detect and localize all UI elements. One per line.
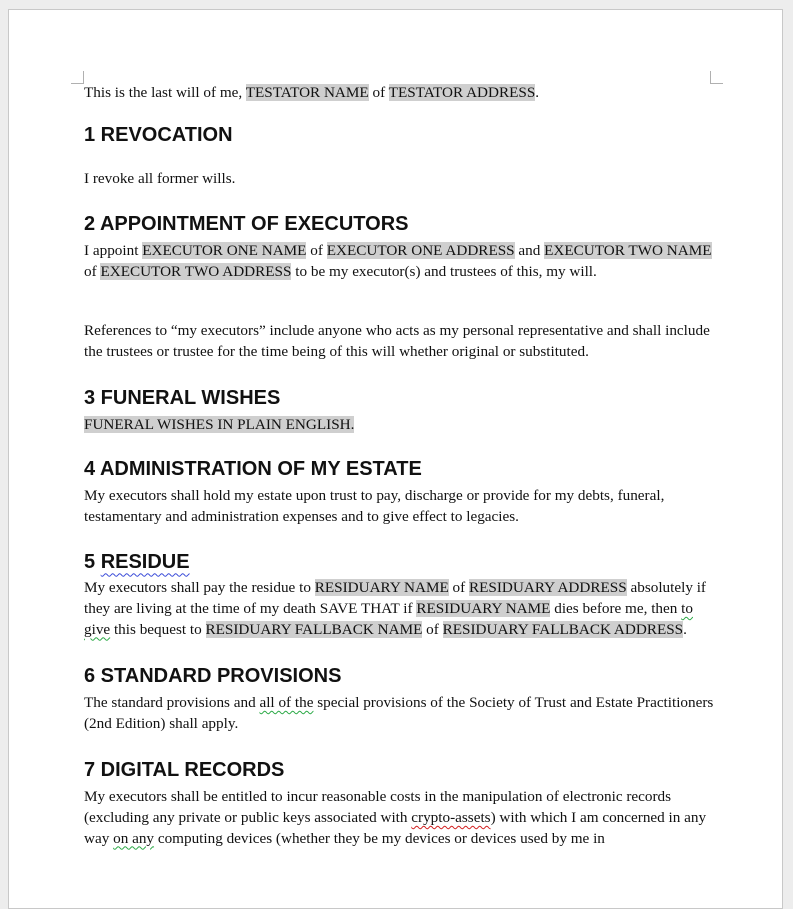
testator-name-field[interactable]: TESTATOR NAME xyxy=(245,84,369,101)
standard-text-2: special provisions of the Society of Trust and Estate Practitioners (2nd Edition) shall apply. xyxy=(84,694,714,732)
residue-of: of xyxy=(448,579,469,597)
residuary-name-field-2[interactable]: RESIDUARY NAME xyxy=(416,599,551,617)
administration-paragraph: My executors shall hold my estate upon trust to pay, discharge or provide for my debts, funeral, testamentary and administration expenses and to give effect to legacies. xyxy=(84,487,665,525)
intro-period: . xyxy=(535,84,540,101)
residue-word: RESIDUE xyxy=(100,551,190,574)
crypto-assets-spelling-flag: crypto-assets xyxy=(411,808,491,826)
heading-revocation: 1 REVOCATION xyxy=(84,123,233,146)
executors-paragraph xyxy=(84,241,714,282)
to-give-grammar-flag: to give xyxy=(84,599,693,638)
heading-residue xyxy=(84,550,714,574)
all-of-the-grammar-flag: all of the xyxy=(259,694,314,712)
margin-corner-top-left xyxy=(71,71,84,84)
residuary-fallback-address-field[interactable]: RESIDUARY FALLBACK ADDRESS xyxy=(442,620,684,638)
heading-funeral-wishes: 3 FUNERAL WISHES xyxy=(84,386,281,409)
executors-text-end: to be my executor(s) and trustees of this, my will. xyxy=(291,262,597,280)
heading-digital-records: 7 DIGITAL RECORDS xyxy=(84,759,285,782)
executor-one-address-field[interactable]: EXECUTOR ONE ADDRESS xyxy=(326,242,515,260)
funeral-wishes-paragraph xyxy=(84,415,714,436)
digital-text-2: ) with which I am concerned in any way xyxy=(84,808,707,847)
heading-standard-provisions: 6 STANDARD PROVISIONS xyxy=(84,665,342,688)
residuary-name-field[interactable]: RESIDUARY NAME xyxy=(314,579,449,597)
intro-of: of xyxy=(368,84,389,101)
document-body[interactable] xyxy=(84,82,714,849)
residue-text-1: My executors shall pay the residue to xyxy=(84,579,315,597)
executors-references-paragraph: References to “my executors” include anyone who acts as my personal representative and shall include the trustees or trustee for the time being of this will whether original or substituted. xyxy=(84,322,710,360)
executors-of-2: of xyxy=(84,262,101,280)
residue-period: . xyxy=(683,620,687,638)
residue-paragraph xyxy=(84,578,714,640)
executors-of: of xyxy=(306,242,327,260)
digital-records-paragraph xyxy=(84,787,714,849)
intro-text: This is the last will of me, xyxy=(84,84,246,101)
executors-text: I appoint xyxy=(84,242,143,260)
on-any-grammar-flag: on any xyxy=(113,829,155,847)
document-page xyxy=(8,9,783,909)
residuary-fallback-name-field[interactable]: RESIDUARY FALLBACK NAME xyxy=(205,620,423,638)
residue-of-2: of xyxy=(422,620,443,638)
residue-text-4: this bequest to xyxy=(110,620,206,638)
testator-address-field[interactable]: TESTATOR ADDRESS xyxy=(388,84,536,101)
funeral-wishes-field[interactable]: FUNERAL WISHES IN PLAIN ENGLISH. xyxy=(84,415,355,433)
executor-one-name-field[interactable]: EXECUTOR ONE NAME xyxy=(142,242,307,260)
residue-text-2: absolutely if they are living at the time of my death SAVE THAT if xyxy=(84,579,706,617)
standard-text-1: The standard provisions and xyxy=(84,694,260,712)
revocation-paragraph: I revoke all former wills. xyxy=(84,169,236,187)
digital-text-3: computing devices (whether they be my devices or devices used by me in xyxy=(154,829,605,847)
residue-number: 5 xyxy=(84,551,101,574)
heading-appointment-of-executors: 2 APPOINTMENT OF EXECUTORS xyxy=(84,213,409,236)
executors-and: and xyxy=(514,242,545,260)
residuary-address-field[interactable]: RESIDUARY ADDRESS xyxy=(469,579,627,597)
intro-paragraph xyxy=(84,83,714,104)
executor-two-name-field[interactable]: EXECUTOR TWO NAME xyxy=(544,242,712,260)
executor-two-address-field[interactable]: EXECUTOR TWO ADDRESS xyxy=(100,262,292,280)
residue-text-3: dies before me, then xyxy=(550,599,682,617)
standard-provisions-paragraph xyxy=(84,693,714,734)
heading-administration-of-estate: 4 ADMINISTRATION OF MY ESTATE xyxy=(84,458,422,481)
digital-text-1: My executors shall be entitled to incur reasonable costs in the manipulation of electronic records (excluding any private or public keys associated with xyxy=(84,788,672,826)
